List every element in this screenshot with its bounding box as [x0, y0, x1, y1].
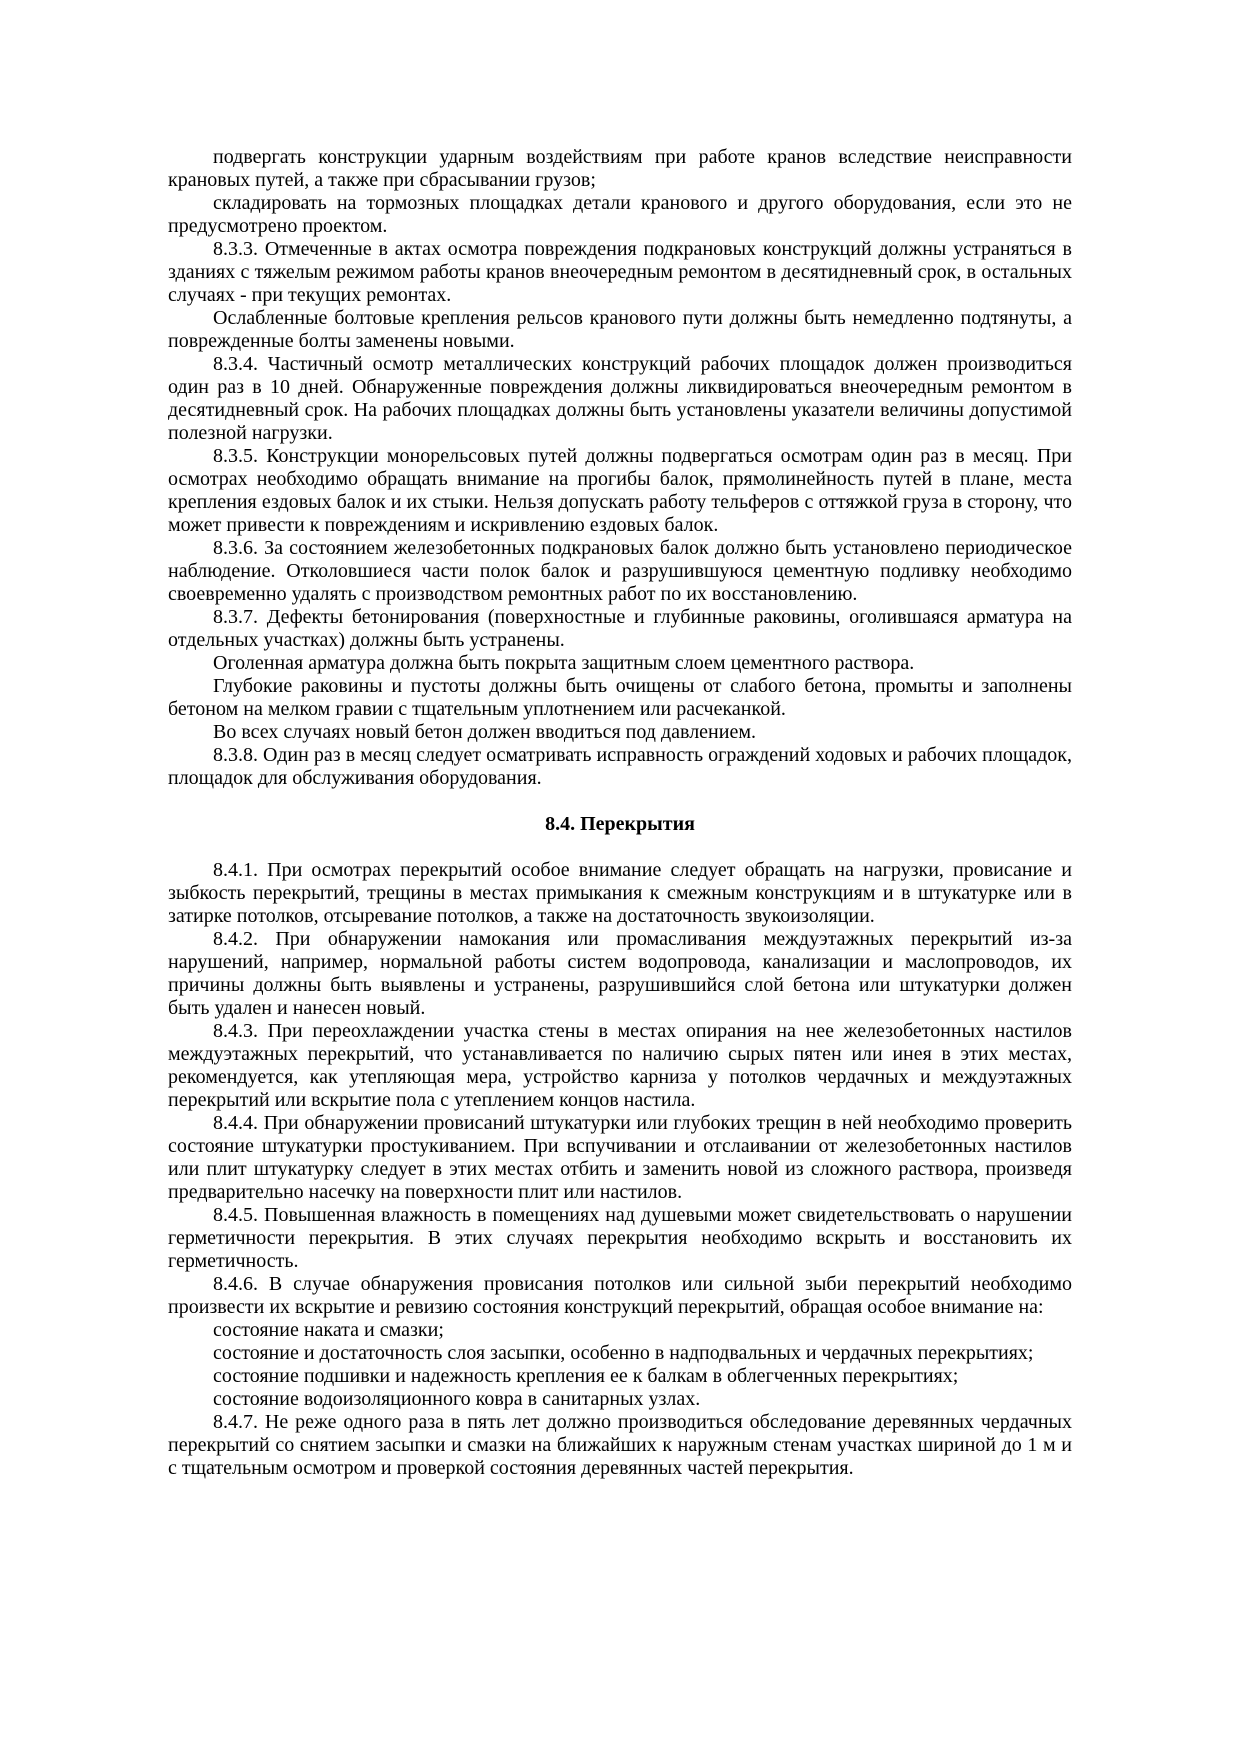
paragraph-9: Оголенная арматура должна быть покрыта защитным слоем цементного раствора. — [213, 652, 915, 674]
paragraph-15: 8.4.2. При обнаружении намокания или промасливания междуэтажных перекрытий из-за нарушений, например, нормальной работы систем водопровода, канализации и маслопроводов, их причины должны быть выявлены и устранены, разрушившийся слой бетона или штукатурки должен быть удален и нанесен новый. — [168, 928, 1072, 1019]
paragraph-16: 8.4.3. При переохлаждении участка стены в местах опирания на нее железобетонных настилов междуэтажных перекрытий, что устанавливается по наличию сырых пятен или инея в этих местах, рекомендуется, как утепляющая мера, устройство карниза у потолков чердачных и междуэтажных перекрытий или вскрытие пола с утеплением концов настила. — [168, 1020, 1072, 1111]
paragraph-14: 8.4.1. При осмотрах перекрытий особое внимание следует обращать на нагрузки, провисание и зыбкость перекрытий, трещины в местах примыкания к смежным конструкциям и в штукатурке или в затирке потолков, отсыревание потолков, а также на достаточность звукоизоляции. — [168, 859, 1072, 927]
paragraph-1: подвергать конструкции ударным воздействиям при работе кранов вследствие неисправности крановых путей, а также при сбрасывании грузов; — [168, 146, 1072, 191]
paragraph-10: Глубокие раковины и пустоты должны быть очищены от слабого бетона, промыты и заполнены бетоном на мелком гравии с тщательным уплотнением или расчеканкой. — [168, 675, 1072, 720]
paragraph-24: 8.4.7. Не реже одного раза в пять лет должно производиться обследование деревянных чердачных перекрытий со снятием засыпки и смазки на ближайших к наружным стенам участках шириной до 1 м и с тщательным осмотром и проверкой состояния деревянных частей перекрытия. — [168, 1411, 1072, 1479]
section-heading: 8.4. Перекрытия — [545, 813, 695, 835]
document-text-block — [168, 146, 1072, 1480]
paragraph-5: 8.3.4. Частичный осмотр металлических конструкций рабочих площадок должен производиться один раз в 10 дней. Обнаруженные повреждения должны ликвидироваться внеочередным ремонтом в десятидневный срок. На рабочих площадках должны быть установлены указатели величины допустимой полезной нагрузки. — [168, 353, 1072, 444]
paragraph-4: Ослабленные болтовые крепления рельсов кранового пути должны быть немедленно подтянуты, а поврежденные болты заменены новыми. — [168, 307, 1072, 352]
paragraph-7: 8.3.6. За состоянием железобетонных подкрановых балок должно быть установлено периодическое наблюдение. Отколовшиеся части полок балок и разрушившуюся цементную подливку необходимо своевременно удалять с производством ремонтных работ по их восстановлению. — [168, 537, 1072, 605]
paragraph-21: состояние и достаточность слоя засыпки, особенно в надподвальных и чердачных перекрытиях; — [213, 1342, 1034, 1364]
paragraph-12: 8.3.8. Один раз в месяц следует осматривать исправность ограждений ходовых и рабочих площадок, площадок для обслуживания оборудования. — [168, 744, 1072, 789]
paragraph-17: 8.4.4. При обнаружении провисаний штукатурки или глубоких трещин в ней необходимо проверить состояние штукатурки простукиванием. При вспучивании и отслаивании от железобетонных настилов или плит штукатурку следует в этих местах отбить и заменить новой из сложного раствора, произведя предварительно насечку на поверхности плит или настилов. — [168, 1112, 1072, 1203]
paragraph-6: 8.3.5. Конструкции монорельсовых путей должны подвергаться осмотрам один раз в месяц. При осмотрах необходимо обращать внимание на прогибы балок, прямолинейность путей в плане, места крепления ездовых балок и их стыки. Нельзя допускать работу тельферов с оттяжкой груза в сторону, что может привести к повреждениям и искривлению ездовых балок. — [168, 445, 1072, 536]
paragraph-8: 8.3.7. Дефекты бетонирования (поверхностные и глубинные раковины, оголившаяся арматура на отдельных участках) должны быть устранены. — [168, 606, 1072, 651]
paragraph-11: Во всех случаях новый бетон должен вводиться под давлением. — [213, 721, 756, 743]
paragraph-2: складировать на тормозных площадках детали кранового и другого оборудования, если это не предусмотрено проектом. — [168, 192, 1072, 237]
paragraph-3: 8.3.3. Отмеченные в актах осмотра повреждения подкрановых конструкций должны устраняться в зданиях с тяжелым режимом работы кранов внеочередным ремонтом в десятидневный срок, в остальных случаях - при текущих ремонтах. — [168, 238, 1072, 306]
paragraph-23: состояние водоизоляционного ковра в санитарных узлах. — [213, 1388, 701, 1410]
paragraph-19: 8.4.6. В случае обнаружения провисания потолков или сильной зыби перекрытий необходимо произвести их вскрытие и ревизию состояния конструкций перекрытий, обращая особое внимание на: — [168, 1273, 1072, 1318]
paragraph-22: состояние подшивки и надежность крепления ее к балкам в облегченных перекрытиях; — [213, 1365, 959, 1387]
paragraph-18: 8.4.5. Повышенная влажность в помещениях над душевыми может свидетельствовать о нарушении герметичности перекрытия. В этих случаях перекрытия необходимо вскрыть и восстановить их герметичность. — [168, 1204, 1072, 1272]
paragraph-20: состояние наката и смазки; — [213, 1319, 444, 1341]
